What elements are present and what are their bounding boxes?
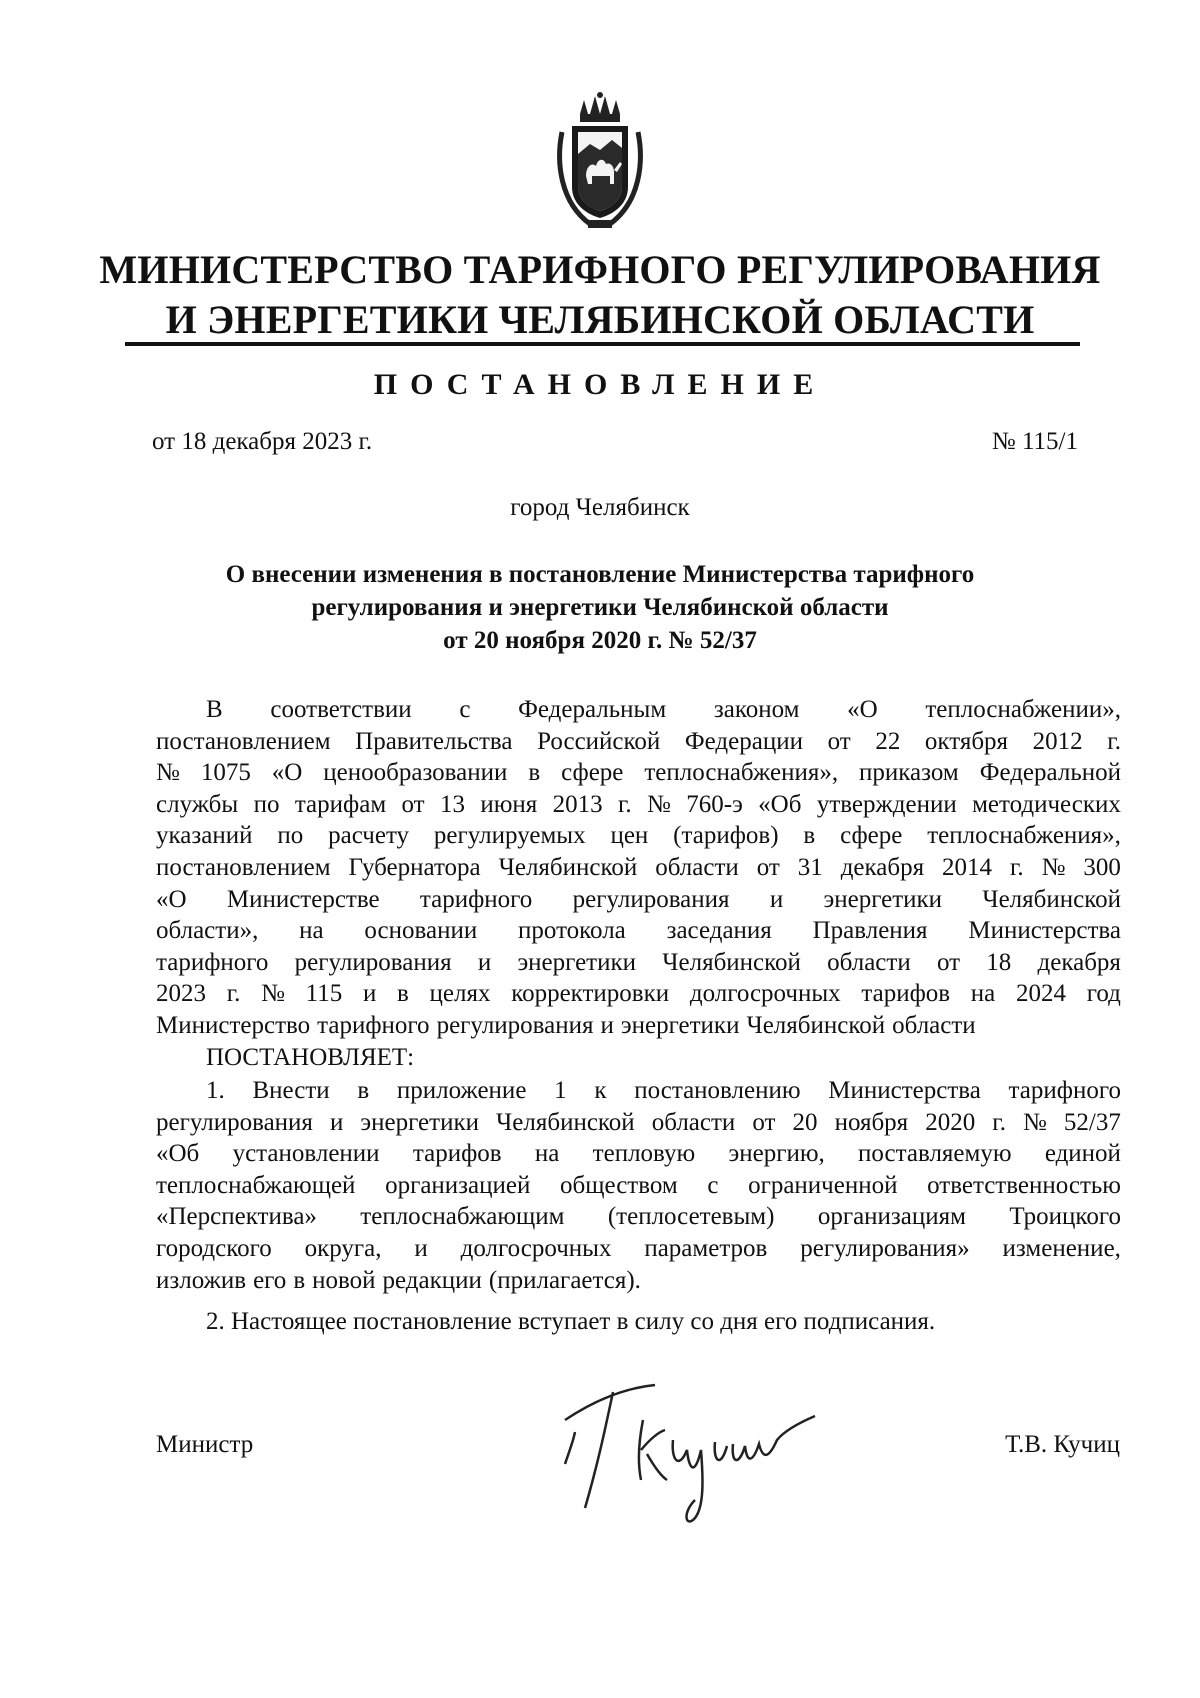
text-line <box>156 1201 1121 1233</box>
word: сфере <box>840 822 903 850</box>
word: заседания <box>666 917 772 945</box>
word: от <box>756 853 780 881</box>
word: 2013 <box>552 790 603 818</box>
word: приложение <box>396 1077 527 1104</box>
word: тарифного <box>156 948 269 976</box>
header-divider <box>125 342 1080 346</box>
word: № <box>261 980 285 1008</box>
word: № <box>647 790 671 818</box>
word: теплоснабжения», <box>927 822 1121 850</box>
word: Министерства <box>968 917 1121 945</box>
word: теплоснабжения», <box>644 759 839 787</box>
word: тепловую <box>592 1140 696 1168</box>
word: области», <box>156 917 259 945</box>
word: г. <box>617 790 632 818</box>
word: тарифов <box>861 980 951 1008</box>
word: тарифов <box>412 1140 502 1168</box>
word: ценообразовании <box>323 759 508 787</box>
word: 1 <box>554 1077 567 1104</box>
word: по <box>277 822 304 850</box>
word: Министерстве <box>226 885 380 913</box>
word: городского <box>156 1234 272 1262</box>
word: № <box>1023 1108 1047 1136</box>
word: организациям <box>817 1203 966 1231</box>
word: и <box>769 885 784 913</box>
subject-line-2: регулирования и энергетики Челябинской области <box>311 594 889 621</box>
word: службы <box>156 790 239 818</box>
word: регулирования <box>572 885 730 913</box>
word: Федеральной <box>979 759 1121 787</box>
word: регулирования <box>436 1011 594 1039</box>
word: «О <box>156 885 187 913</box>
document-city: город Челябинск <box>510 494 690 521</box>
word: его <box>253 1266 287 1294</box>
word: Челябинской <box>496 1108 635 1136</box>
word: обществом <box>560 1171 678 1199</box>
word: энергетики <box>620 1011 740 1039</box>
word: области <box>655 853 739 881</box>
handwritten-signature <box>555 1380 825 1530</box>
word: «О <box>271 759 303 787</box>
ministry-header <box>0 245 1200 345</box>
word: энергию, <box>728 1140 825 1168</box>
word: законом <box>713 696 800 723</box>
word: на <box>299 917 324 945</box>
word: № <box>1041 853 1066 881</box>
word: Министерство <box>156 1011 311 1039</box>
word: 22 <box>875 727 901 755</box>
word: 1075 <box>200 759 251 787</box>
word: установлении <box>232 1140 380 1168</box>
word: теплоснабжении», <box>925 696 1121 723</box>
word: (тарифов) <box>673 822 779 850</box>
word: Челябинской <box>746 1011 886 1039</box>
word: области <box>827 948 911 976</box>
word: теплоснабжающей <box>156 1171 356 1199</box>
item-2-paragraph <box>156 1306 1121 1338</box>
text-line: 2. Настоящее постановление вступает в силу со дня его подписания. <box>206 1308 936 1335</box>
ministry-name-line-1: МИНИСТЕРСТВО ТАРИФНОГО РЕГУЛИРОВАНИЯ <box>99 247 1101 292</box>
word: энергетики <box>360 1108 479 1136</box>
word: энергетики <box>517 948 637 976</box>
document-subject <box>0 558 1200 657</box>
word: в <box>397 980 409 1008</box>
word: 18 <box>986 948 1012 976</box>
word: корректировки <box>511 980 670 1008</box>
signatory-title: Министр <box>156 1431 254 1458</box>
word: тарифного <box>419 885 533 913</box>
word: и <box>477 948 492 976</box>
word: с <box>707 1171 719 1199</box>
word: В <box>206 696 223 723</box>
text-line <box>156 694 1121 726</box>
word: год <box>1086 980 1121 1008</box>
word: на <box>970 980 996 1008</box>
text-line <box>156 1075 1121 1107</box>
word: 115 <box>305 980 343 1008</box>
word: Федеральным <box>518 696 667 723</box>
word: округа, <box>304 1234 382 1262</box>
word: регулируемых <box>433 822 586 850</box>
text-line <box>156 915 1121 947</box>
word: энергетики <box>823 885 943 913</box>
word: 2020 <box>925 1108 976 1136</box>
word: декабря <box>1037 948 1121 976</box>
word: «Об <box>156 1140 200 1168</box>
word: от <box>752 1108 776 1136</box>
text-line <box>156 757 1121 789</box>
word: Троицкого <box>1009 1203 1121 1231</box>
word: тарифного <box>1008 1077 1121 1104</box>
resolves-heading: ПОСТАНОВЛЯЕТ: <box>206 1043 415 1071</box>
word: 2014 <box>942 853 993 881</box>
text-line <box>156 884 1121 916</box>
word: 760-э <box>686 790 743 818</box>
word: долгосрочных <box>689 980 841 1008</box>
word: и <box>600 1011 614 1039</box>
word: 1. <box>206 1077 225 1104</box>
document-type: ПОСТАНОВЛЕНИЕ <box>373 368 827 401</box>
word: изменение, <box>1002 1234 1121 1262</box>
word: соответствии <box>270 696 412 723</box>
text-line <box>156 1107 1121 1139</box>
word: регулирования <box>156 1108 313 1136</box>
word: июня <box>480 790 538 818</box>
subject-line-1: О внесении изменения в постановление Министерства тарифного <box>225 561 975 588</box>
word: к <box>594 1077 607 1104</box>
word: № <box>156 759 180 787</box>
word: октября <box>924 727 1009 755</box>
word: «Перспектива» <box>156 1203 317 1231</box>
word: поставляемую <box>858 1140 1012 1168</box>
word: новой <box>312 1266 376 1294</box>
word: Правительства <box>355 727 513 755</box>
word: регулирования» <box>800 1234 970 1262</box>
text-line <box>156 1265 1121 1297</box>
word: с <box>459 696 471 723</box>
word: 13 <box>439 790 465 818</box>
word: Губернатора <box>348 853 481 881</box>
word: в <box>528 759 541 787</box>
word: 2023 <box>156 980 206 1008</box>
word: долгосрочных <box>460 1234 612 1262</box>
text-line <box>156 852 1121 884</box>
word: от <box>936 948 961 976</box>
word: «Об <box>758 790 802 818</box>
word: указаний <box>156 822 253 850</box>
word: г. <box>1009 853 1024 881</box>
word: от <box>401 790 425 818</box>
text-line <box>156 1170 1121 1202</box>
word: области <box>892 1011 976 1039</box>
item-1-paragraph <box>156 1075 1121 1296</box>
text-line <box>156 1233 1121 1265</box>
word: ноября <box>834 1108 909 1136</box>
word: и <box>362 980 377 1008</box>
word: цен <box>610 822 649 850</box>
word: и <box>329 1108 344 1136</box>
word: теплоснабжающим <box>360 1203 565 1231</box>
document-date: от 18 декабря 2023 г. <box>152 428 373 455</box>
word: (прилагается). <box>488 1266 641 1294</box>
word: постановлению <box>634 1077 801 1104</box>
word: Российской <box>537 727 661 755</box>
ministry-name-line-2: И ЭНЕРГЕТИКИ ЧЕЛЯБИНСКОЙ ОБЛАСТИ <box>165 297 1035 342</box>
word: от <box>827 727 851 755</box>
word: Челябинской <box>662 948 801 976</box>
word: «О <box>847 696 878 723</box>
word: 2012 <box>1032 727 1083 755</box>
word: сфере <box>561 759 624 787</box>
word: организацией <box>385 1171 531 1199</box>
word: Челябинской <box>982 885 1121 913</box>
text-line <box>156 1138 1121 1170</box>
word: регулирования <box>294 948 452 976</box>
word: по <box>253 790 280 818</box>
text-line <box>156 978 1121 1010</box>
text-line <box>156 789 1121 821</box>
word: в <box>357 1077 370 1104</box>
word: декабря <box>840 853 925 881</box>
word: и <box>414 1234 428 1262</box>
signatory-name: Т.В. Кучиц <box>1005 1431 1120 1458</box>
word: 300 <box>1083 853 1121 881</box>
text-line <box>156 726 1121 758</box>
word: постановлением <box>156 727 331 755</box>
word: в <box>293 1266 306 1294</box>
subject-line-3: от 20 ноября 2020 г. № 52/37 <box>443 627 757 654</box>
preamble-paragraph <box>156 694 1121 1073</box>
word: ограниченной <box>748 1171 898 1199</box>
word: в <box>803 822 816 850</box>
word: на <box>534 1140 560 1168</box>
coat-of-arms-icon <box>550 92 650 232</box>
word: г. <box>1107 727 1121 755</box>
word: изложив <box>156 1266 247 1294</box>
text-line <box>156 947 1121 979</box>
word: тарифам <box>294 790 387 818</box>
text-line <box>156 1010 1121 1042</box>
word: расчету <box>328 822 410 850</box>
word: 31 <box>797 853 823 881</box>
word: тарифного <box>317 1011 430 1039</box>
word: Внести <box>252 1077 330 1104</box>
word: г. <box>992 1108 1006 1136</box>
word: 52/37 <box>1063 1108 1121 1136</box>
word: редакции <box>382 1266 482 1294</box>
word: основании <box>364 917 478 945</box>
word: г. <box>226 980 241 1008</box>
word: (теплосетевым) <box>607 1203 775 1231</box>
word: методических <box>972 790 1121 818</box>
word: Федерации <box>684 727 803 755</box>
word: утверждении <box>816 790 957 818</box>
word: 2024 <box>1015 980 1066 1008</box>
word: 20 <box>792 1108 818 1136</box>
word: постановлением <box>156 853 331 881</box>
word: Челябинской <box>498 853 638 881</box>
word: области <box>651 1108 736 1136</box>
word: единой <box>1044 1140 1121 1168</box>
word: Правления <box>812 917 928 945</box>
word: целях <box>429 980 491 1008</box>
document-number: № 115/1 <box>991 428 1078 455</box>
word: ответственностью <box>927 1171 1121 1199</box>
word: приказом <box>859 759 959 787</box>
word: Министерства <box>828 1077 981 1104</box>
word: протокола <box>518 917 626 945</box>
text-line <box>156 820 1121 852</box>
word: параметров <box>644 1234 768 1262</box>
